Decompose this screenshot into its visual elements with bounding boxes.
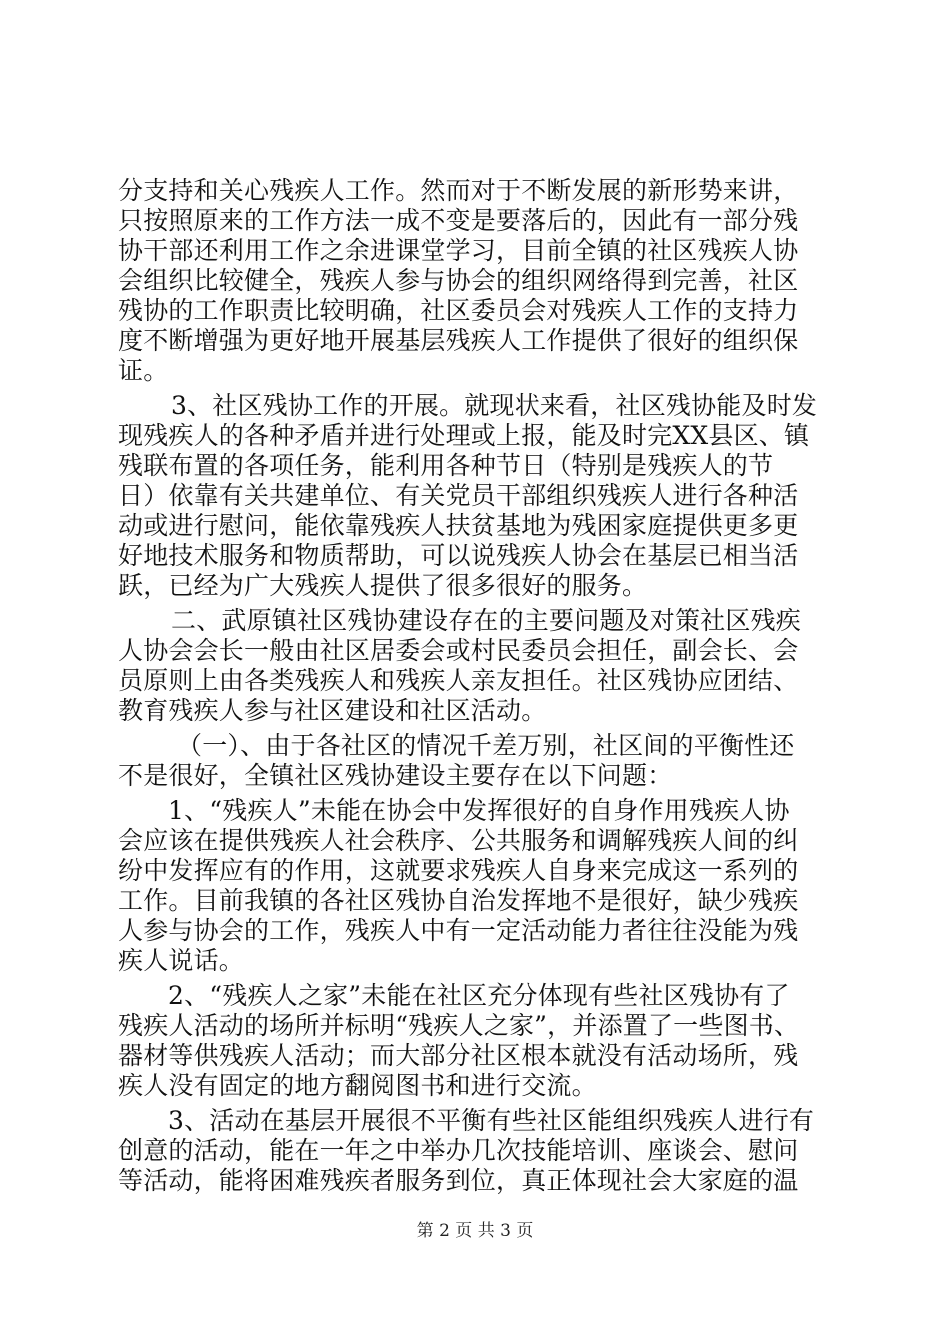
body-text-line: 会组织比较健全，残疾人参与协会的组织网络得到完善，社区	[118, 266, 799, 295]
body-text-line: 人参与协会的工作，残疾人中有一定活动能力者往往没能为残	[118, 916, 799, 945]
section-heading-line: 二、武原镇社区残协建设存在的主要问题及对策社区残疾	[171, 606, 802, 635]
body-text-line: 不是很好，全镇社区残协建设主要存在以下问题：	[118, 761, 673, 790]
body-text-line: 人协会会长一般由社区居委会或村民委员会担任，副会长、会	[118, 636, 799, 665]
body-text-line: 证。	[118, 356, 169, 385]
paragraph-start-line: 3、社区残协工作的开展。就现状来看，社区残协能及时发	[171, 391, 818, 420]
body-text-line: 创意的活动，能在一年之中举办几次技能培训、座谈会、慰问	[118, 1136, 799, 1165]
body-text-line: 等活动，能将困难残疾者服务到位，真正体现社会大家庭的温	[118, 1166, 799, 1195]
body-text-line: 纷中发挥应有的作用，这就要求残疾人自身来完成这一系列的	[118, 856, 799, 885]
body-text-line: 残疾人活动的场所并标明“残疾人之家”，并添置了一些图书、	[118, 1011, 800, 1040]
body-text-line: 日）依靠有关共建单位、有关党员干部组织残疾人进行各种活	[118, 481, 799, 510]
body-text-line: 协干部还利用工作之余进课堂学习，目前全镇的社区残疾人协	[118, 236, 799, 265]
body-text-line: 工作。目前我镇的各社区残协自治发挥地不是很好，缺少残疾	[118, 886, 799, 915]
body-text-line: 动或进行慰问，能依靠残疾人扶贫基地为残困家庭提供更多更	[118, 511, 799, 540]
body-text-line: 残协的工作职责比较明确，社区委员会对残疾人工作的支持力	[118, 296, 799, 325]
body-text-line: 疾人没有固定的地方翻阅图书和进行交流。	[118, 1071, 597, 1100]
body-text-line: 员原则上由各类残疾人和残疾人亲友担任。社区残协应团结、	[118, 666, 799, 695]
body-text-line: 跃，已经为广大残疾人提供了很多很好的服务。	[118, 571, 648, 600]
body-text-line: 会应该在提供残疾人社会秩序、公共服务和调解残疾人间的纠	[118, 826, 799, 855]
subsection-heading-line: （一）、由于各社区的情况千差万别，社区间的平衡性还	[177, 731, 795, 760]
paragraph-start-line: 1、“残疾人”未能在协会中发挥很好的自身作用残疾人协	[168, 796, 790, 825]
body-text-line: 分支持和关心残疾人工作。然而对于不断发展的新形势来讲，	[118, 176, 799, 205]
body-text-line: 疾人说话。	[118, 946, 245, 975]
paragraph-start-line: 3、活动在基层开展很不平衡有些社区能组织残疾人进行有	[168, 1106, 815, 1135]
body-text-line: 好地技术服务和物质帮助，可以说残疾人协会在基层已相当活	[118, 541, 799, 570]
body-text-line: 只按照原来的工作方法一成不变是要落后的，因此有一部分残	[118, 206, 799, 235]
paragraph-start-line: 2、“残疾人之家”未能在社区充分体现有些社区残协有了	[168, 981, 790, 1010]
body-text-line: 教育残疾人参与社区建设和社区活动。	[118, 696, 547, 725]
body-text-line: 残联布置的各项任务，能利用各种节日（特别是残疾人的节	[118, 451, 774, 480]
body-text-line: 现残疾人的各种矛盾并进行处理或上报，能及时完XX县区、镇	[118, 421, 810, 450]
body-text-line: 度不断增强为更好地开展基层残疾人工作提供了很好的组织保	[118, 326, 799, 355]
page-number-footer: 第 2 页 共 3 页	[416, 1221, 534, 1241]
body-text-line: 器材等供残疾人活动；而大部分社区根本就没有活动场所，残	[118, 1041, 799, 1070]
